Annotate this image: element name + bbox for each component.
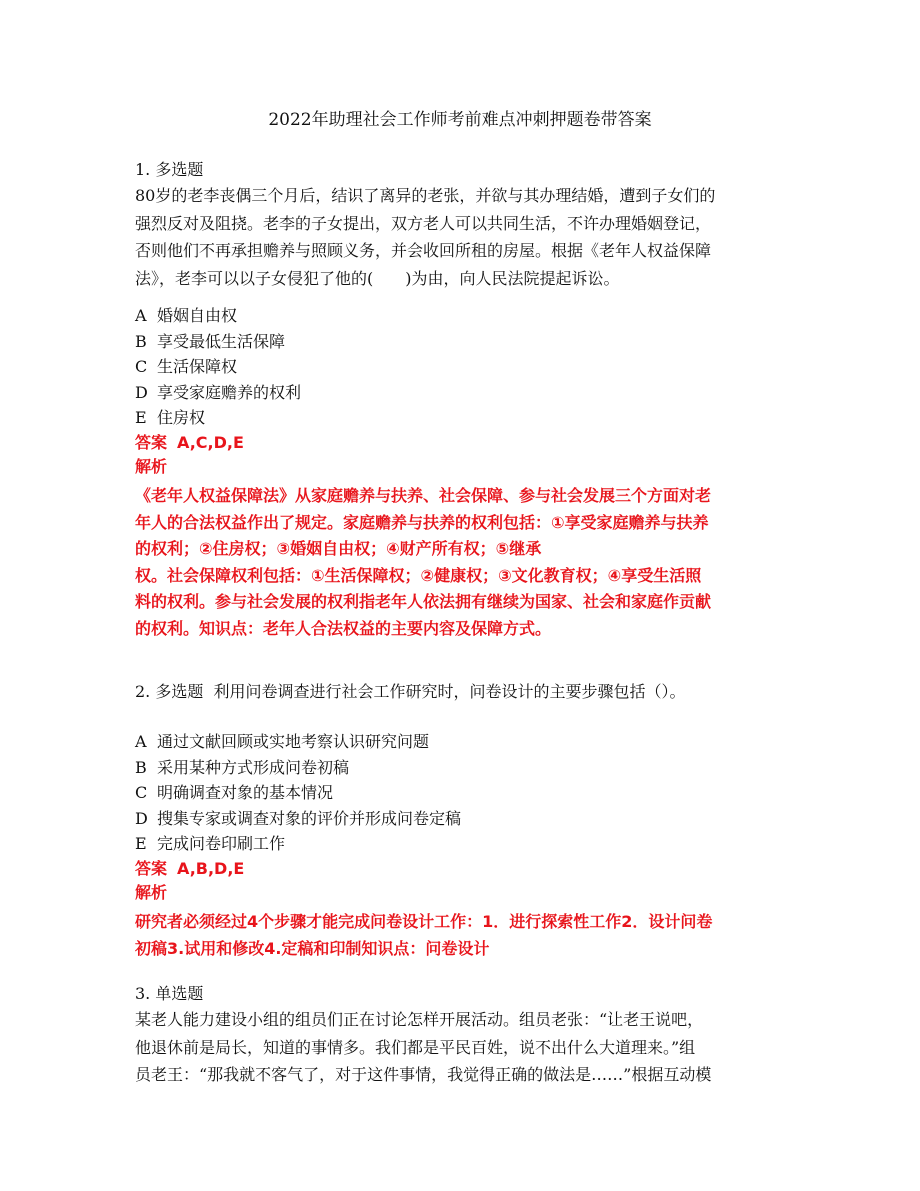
option-text: 住房权 (157, 408, 206, 427)
option-letter: D (135, 808, 148, 828)
answer-line (135, 431, 795, 455)
stem-line: 强烈反对及阻挠。老李的子女提出，双方老人可以共同生活，不许办理婚姻登记， (135, 213, 712, 233)
answer-value: A,C,D,E (177, 433, 244, 452)
answer-value: A,B,D,E (177, 859, 245, 878)
answer-label: 答案 (135, 433, 168, 452)
option-text: 享受家庭赡养的权利 (157, 382, 302, 402)
option-c (135, 354, 795, 380)
option-c (135, 780, 795, 806)
option-text: 通过文献回顾或实地考察认识研究问题 (157, 732, 430, 751)
option-text: 完成问卷印刷工作 (157, 834, 286, 853)
question-2-analysis (135, 909, 795, 962)
option-text: 享受最低生活保障 (157, 331, 286, 351)
option-text: 采用某种方式形成问卷初稿 (157, 757, 350, 777)
option-letter: E (135, 408, 147, 427)
option-letter: B (135, 331, 147, 351)
stem-line: 某老人能力建设小组的组员们正在讨论怎样开展活动。组员老张：“让老王说吧， (135, 1010, 704, 1029)
option-letter: E (135, 834, 147, 853)
analysis-line: 《老年人权益保障法》从家庭赡养与扶养、社会保障、参与社会发展三个方面对老 (135, 486, 712, 505)
analysis-line: 研究者必须经过4个步骤才能完成问卷设计工作：1．进行探索性工作2．设计问卷 (135, 912, 713, 931)
page-title: 2022年助理社会工作师考前难点冲刺押题卷带答案 (268, 110, 652, 130)
question-1-analysis (135, 483, 795, 642)
option-e (135, 405, 795, 431)
question-stem (135, 182, 795, 292)
analysis-line: 料的权利。参与社会发展的权利指老年人依法拥有继续为国家、社会和家庭作贡献 (135, 592, 712, 611)
question-1-options (135, 303, 795, 431)
stem-line: 他退休前是局长，知道的事情多。我们都是平民百姓，说不出什么大道理来。”组 (135, 1037, 696, 1057)
question-2 (135, 680, 795, 704)
option-d (135, 806, 795, 832)
stem-line: 80岁的老李丧偶三个月后，结识了离异的老张，并欲与其办理结婚，遭到子女们的 (135, 186, 716, 205)
option-text: 明确调查对象的基本情况 (157, 783, 334, 802)
question-stem: 利用问卷调查进行社会工作研究时，问卷设计的主要步骤包括（）。 (213, 682, 686, 701)
option-text: 生活保障权 (157, 357, 238, 376)
option-letter: B (135, 757, 147, 777)
option-a (135, 303, 795, 329)
option-text: 搜集专家或调查对象的评价并形成问卷定稿 (157, 808, 462, 828)
option-letter: A (135, 732, 147, 751)
option-b (135, 329, 795, 355)
analysis-line: 的权利；②住房权；③婚姻自由权；④财产所有权；⑤继承 (135, 539, 542, 558)
question-header-line (135, 680, 795, 704)
stem-line: 员老王：“那我就不客气了，对于这件事情，我觉得正确的做法是……”根据互动模 (135, 1065, 712, 1084)
question-1-answer (135, 431, 795, 479)
question-stem (135, 1006, 795, 1089)
question-header: 3. 单选题 (135, 984, 204, 1003)
analysis-line: 年人的合法权益作出了规定。家庭赡养与扶养的权利包括：①享受家庭赡养与扶养 (135, 512, 709, 532)
option-letter: D (135, 382, 148, 402)
question-header: 2. 多选题 (135, 682, 204, 701)
analysis-line: 的权利。知识点：老年人合法权益的主要内容及保障方式。 (135, 618, 552, 638)
option-letter: A (135, 306, 147, 325)
analysis-line: 权。社会保障权利包括：①生活保障权；②健康权；③文化教育权；④享受生活照 (135, 565, 702, 585)
option-text: 婚姻自由权 (157, 306, 238, 325)
answer-label: 答案 (135, 859, 168, 878)
analysis-label: 解析 (135, 457, 168, 476)
option-letter: C (135, 783, 148, 802)
option-a (135, 729, 795, 755)
question-3 (135, 982, 795, 1089)
question-header: 1. 多选题 (135, 160, 204, 179)
option-letter: C (135, 357, 148, 376)
stem-line: 法》，老李可以以子女侵犯了他的( )为由，向人民法院提起诉讼。 (135, 268, 620, 288)
option-e (135, 831, 795, 857)
question-2-options (135, 729, 795, 857)
stem-line: 否则他们不再承担赡养与照顾义务，并会收回所租的房屋。根据《老年人权益保障 (135, 241, 712, 260)
question-1 (135, 158, 795, 292)
answer-line (135, 857, 795, 881)
option-d (135, 380, 795, 406)
option-b (135, 755, 795, 781)
analysis-label: 解析 (135, 883, 168, 902)
analysis-line: 初稿3.试用和修改4.定稿和印制知识点：问卷设计 (135, 938, 490, 958)
question-2-answer (135, 857, 795, 905)
